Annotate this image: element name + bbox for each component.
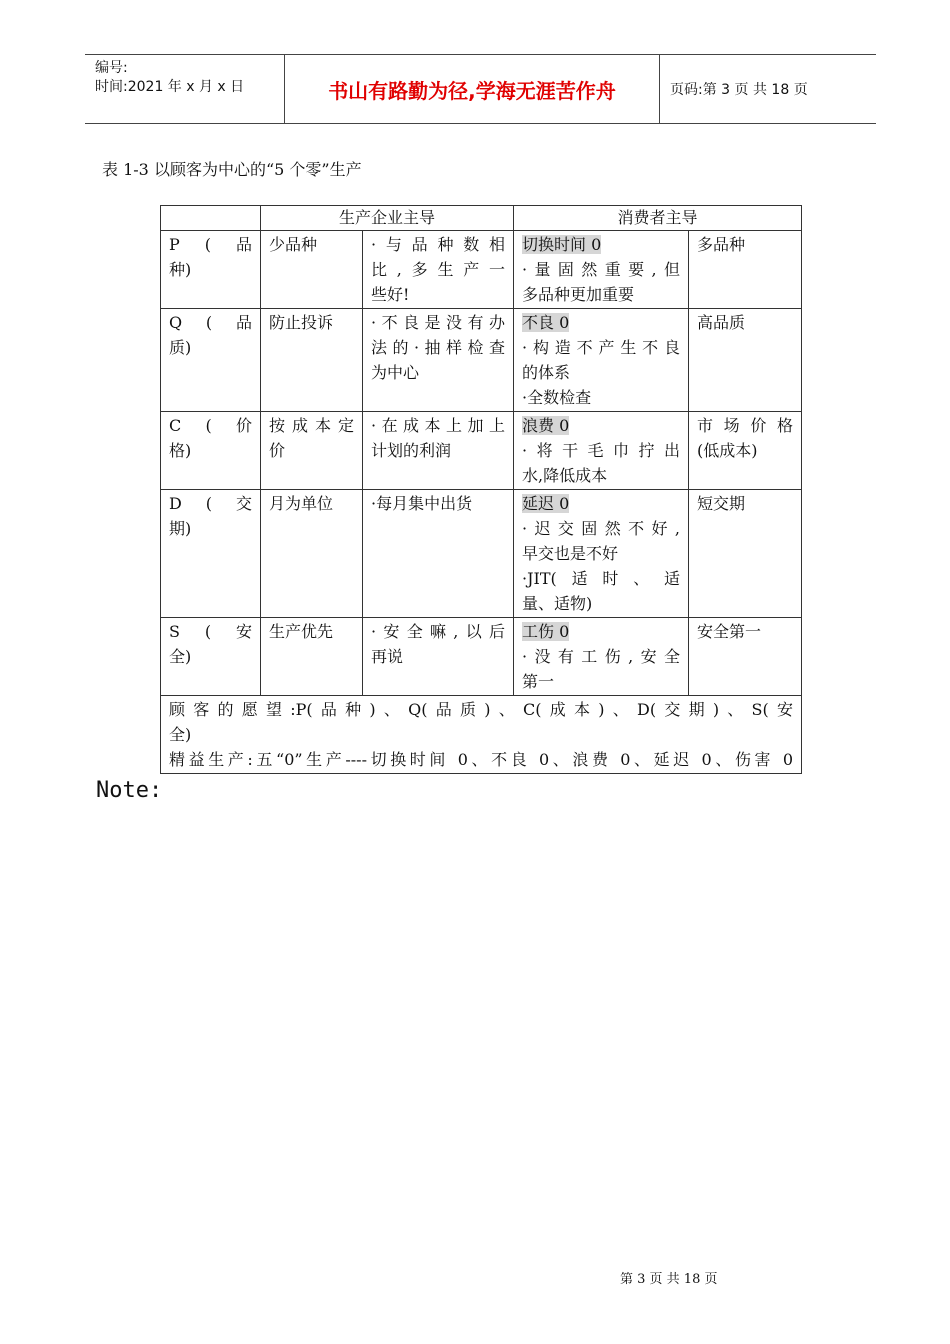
producer-desc-cell: ·在成本上加上 计划的利润: [363, 412, 514, 490]
consumer-goal-cell: 高品质: [689, 309, 802, 412]
header-motto: 书山有路勤为径,学海无涯苦作舟: [285, 55, 660, 123]
table-row: [161, 490, 802, 618]
producer-desc-cell: ·每月集中出货: [363, 490, 514, 618]
summary-row: [161, 696, 802, 774]
table-row: [161, 231, 802, 309]
page-footer: 第 3 页 共 18 页: [620, 1272, 718, 1287]
number-label: 编号:: [95, 60, 128, 76]
consumer-zero-cell: 浪费 0 ·将干毛巾拧出 水,降低成本: [514, 412, 689, 490]
producer-goal-cell: 月为单位: [261, 490, 363, 618]
producer-desc-cell: ·安全嘛,以后 再说: [363, 618, 514, 696]
header-empty-cell: [161, 206, 261, 231]
page-header: [85, 54, 876, 124]
dimension-cell: S ( 安 全): [161, 618, 261, 696]
time-label: 时间:2021 年 x 月 x 日: [95, 79, 245, 95]
producer-goal-cell: 按成本定 价: [261, 412, 363, 490]
header-producer: 生产企业主导: [261, 206, 514, 231]
zero-highlight: 工伤 0: [522, 622, 570, 641]
table-row: [161, 309, 802, 412]
five-zeros-table: [160, 205, 802, 774]
consumer-zero-cell: 工伤 0 ·没有工伤,安全 第一: [514, 618, 689, 696]
dimension-cell: P ( 品 种): [161, 231, 261, 309]
zero-highlight: 切换时间 0: [522, 235, 602, 254]
note-label: Note:: [96, 778, 163, 803]
zero-highlight: 不良 0: [522, 313, 570, 332]
producer-goal-cell: 生产优先: [261, 618, 363, 696]
dimension-cell: Q ( 品 质): [161, 309, 261, 412]
consumer-zero-cell: 不良 0 ·构造不产生不良 的体系 ·全数检查: [514, 309, 689, 412]
summary-cell: 顾客的愿望:P(品种)、Q(品质)、C(成本)、D(交期)、S(安 全) 精益生产:五“0”生产----切换时间 0、不良 0、浪费 0、延迟 0、伤害 0: [161, 696, 802, 774]
dimension-cell: D ( 交 期): [161, 490, 261, 618]
table-row: [161, 412, 802, 490]
consumer-goal-cell: 市场价格 (低成本): [689, 412, 802, 490]
consumer-goal-cell: 短交期: [689, 490, 802, 618]
consumer-goal-cell: 安全第一: [689, 618, 802, 696]
producer-desc-cell: ·不良是没有办 法的·抽样检查 为中心: [363, 309, 514, 412]
zero-highlight: 浪费 0: [522, 416, 570, 435]
producer-desc-cell: ·与品种数相 比,多生产一 些好!: [363, 231, 514, 309]
header-consumer: 消费者主导: [514, 206, 802, 231]
consumer-zero-cell: 切换时间 0 ·量固然重要,但 多品种更加重要: [514, 231, 689, 309]
zero-highlight: 延迟 0: [522, 494, 570, 513]
dimension-cell: C ( 价 格): [161, 412, 261, 490]
header-meta: [85, 55, 285, 123]
producer-goal-cell: 少品种: [261, 231, 363, 309]
producer-goal-cell: 防止投诉: [261, 309, 363, 412]
table-row: [161, 618, 802, 696]
consumer-goal-cell: 多品种: [689, 231, 802, 309]
table-header-row: [161, 206, 802, 231]
header-page-label: 页码:第 3 页 共 18 页: [670, 82, 808, 98]
consumer-zero-cell: 延迟 0 ·迟交固然不好, 早交也是不好 ·JIT(适时、适 量、适物): [514, 490, 689, 618]
table-caption: 表 1-3 以顾客为中心的“5 个零”生产: [102, 160, 362, 179]
